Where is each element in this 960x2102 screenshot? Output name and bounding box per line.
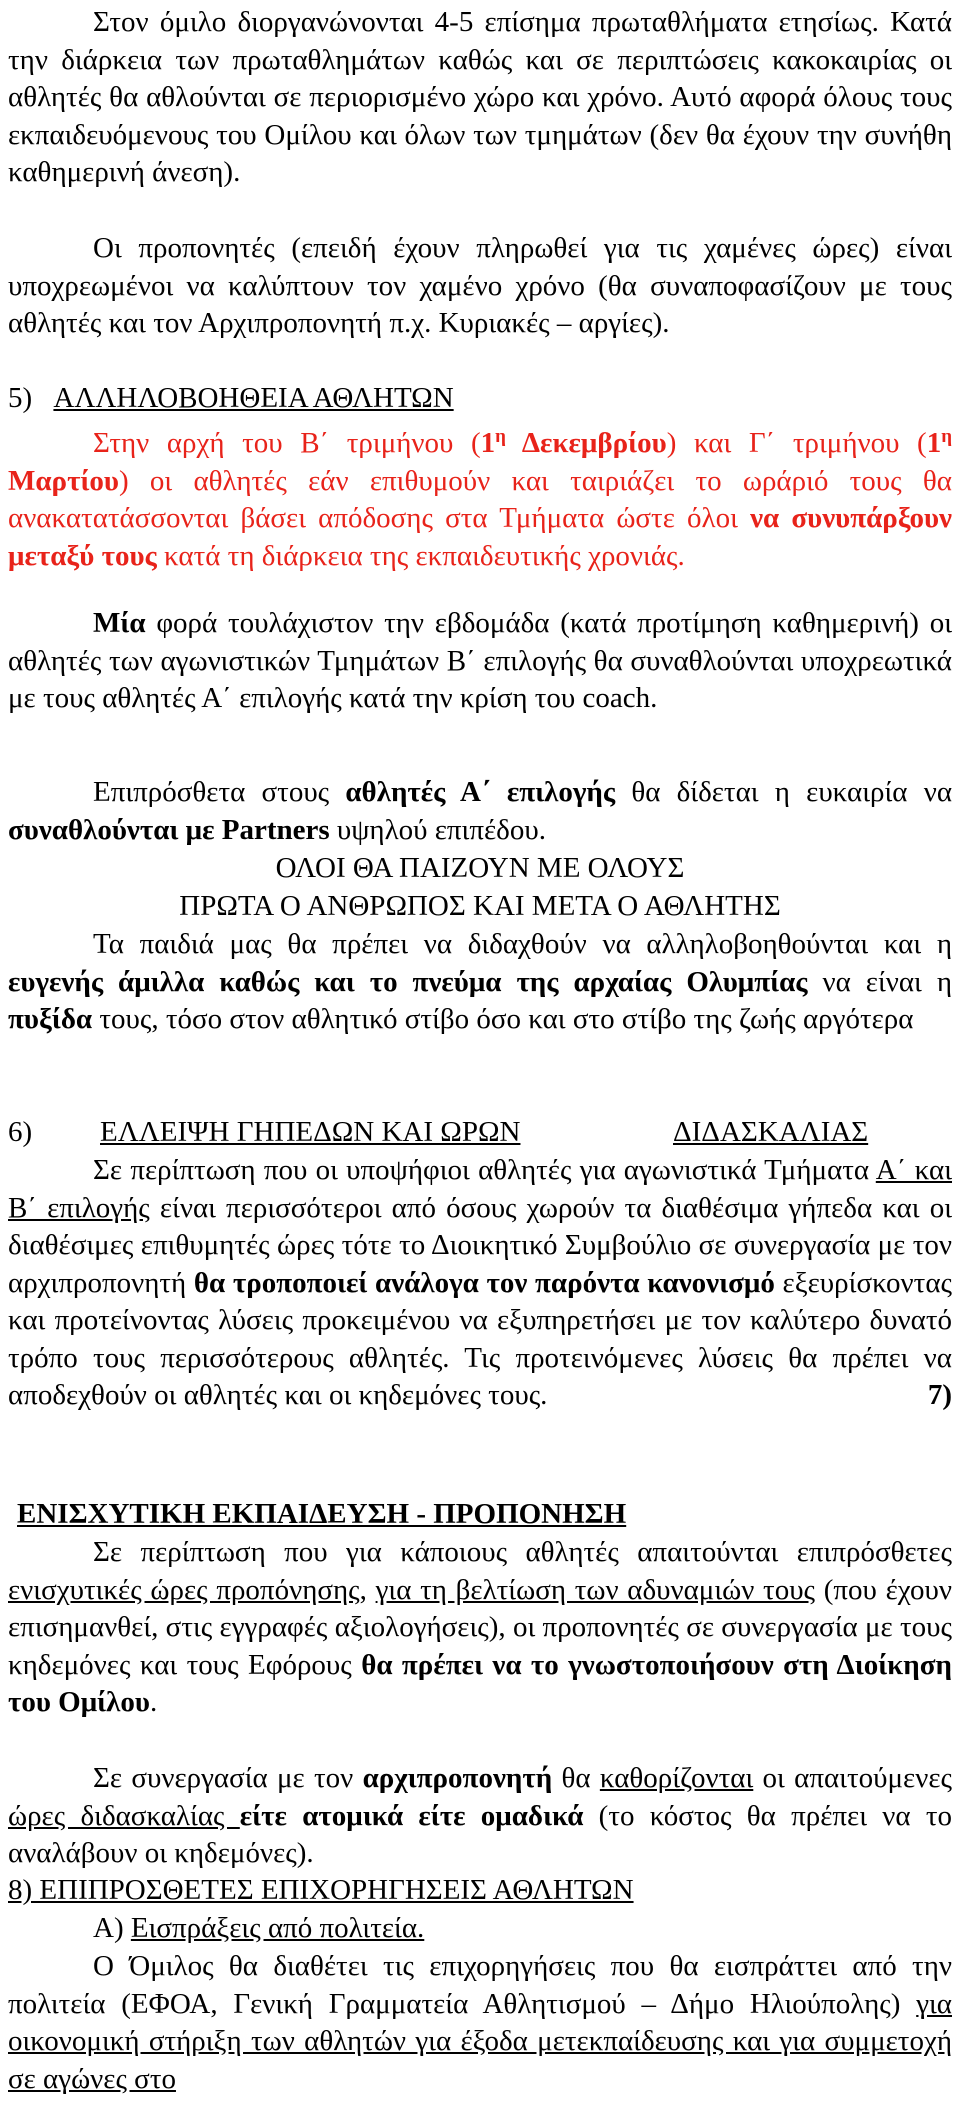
paragraph-coaches-text: Οι προπονητές (επειδή έχουν πληρωθεί για τις χαμένες ώρες) είναι υποχρεωμένοι να καλύπτουν τον χαμένο χρόνο (θα συναποφασίζουν με τους αθλητές και τον Αρχιπροπονητή π.χ. Κυριακές – αργίες). xyxy=(8,232,952,339)
section-8a-label: Α) xyxy=(93,1912,131,1944)
paragraph-teaching-hours: Σε συνεργασία με τον αρχιπροπονητή θα καθορίζονται οι απαιτούμενες ώρες διδασκαλίας είτε ατομικά είτε ομαδικά (το κόστος θα πρέπει να το αναλάβουν οι κηδεμόνες). xyxy=(8,1762,952,1869)
section-6-heading xyxy=(8,1114,952,1152)
paragraph-weekly-training: Μία φορά τουλάχιστον την εβδομάδα (κατά προτίμηση καθημερινή) οι αθλητές των αγωνιστικών Τμημάτων Β΄ επιλογής θα συναθλούνται υποχρεωτικά με τους αθλητές Α΄ επιλογής κατά την κρίση του coach. xyxy=(8,607,952,714)
paragraph-mutual-help: Τα παιδιά μας θα πρέπει να διδαχθούν να αλληλοβοηθούνται και η ευγενής άμιλλα καθώς και το πνεύμα της αρχαίας Ολυμπίας να είναι η πυξίδα τους, τόσο στον αθλητικό στίβο όσο και στο στίβο της ζωής αργότερα xyxy=(8,928,953,1035)
section-7-number: 7) xyxy=(927,1379,952,1411)
section-7-title: ΕΝΙΣΧΥΤΙΚΗ ΕΚΠΑΙΔΕΥΣΗ - ΠΡΟΠΟΝΗΣΗ xyxy=(17,1498,627,1530)
section-5-title: ΑΛΛΗΛΟΒΟΗΘΕΙΑ ΑΘΛΗΤΩΝ xyxy=(53,382,454,414)
paragraph-partners: Επιπρόσθετα στους αθλητές Α΄ επιλογής θα δίδεται η ευκαιρία να συναθλούνται με Partners υψηλού επιπέδου. xyxy=(8,776,953,846)
slogan-human-first: ΠΡΩΤΑ Ο ΑΝΘΡΩΠΟΣ ΚΑΙ ΜΕΤΑ Ο ΑΘΛΗΤΗΣ xyxy=(179,890,781,922)
section-5-number: 5) xyxy=(8,382,33,414)
paragraph-championships xyxy=(8,4,952,192)
section-5-heading xyxy=(8,380,952,418)
section-6-number: 6) xyxy=(8,1116,33,1148)
section-8a-title: Εισπράξεις από πολιτεία. xyxy=(130,1912,425,1944)
section-8-heading: 8) ΕΠΙΠΡΟΣΘΕΤΕΣ ΕΠΙΧΟΡΗΓΗΣΕΙΣ ΑΘΛΗΤΩΝ xyxy=(8,1874,634,1906)
section-8a-heading xyxy=(8,1910,952,1948)
section-6-title: ΕΛΛΕΙΨΗ ΓΗΠΕΔΩΝ ΚΑΙ ΩΡΩΝ xyxy=(100,1116,521,1148)
section-6-title-cont: ΔΙΔΑΣΚΑΛΙΑΣ xyxy=(673,1116,869,1148)
date-december: Δεκεμβρίου xyxy=(505,427,667,459)
paragraph-extra-training: Σε περίπτωση που για κάποιους αθλητές απαιτούνται επιπρόσθετες ενισχυτικές ώρες προπόνησης, για τη βελτίωση των αδυναμιών τους (που έχουν επισημανθεί, στις εγγραφές αξιολογήσεις), οι προπονητές σε συνεργασία με τους κηδεμόνες και τους Εφόρους θα πρέπει να το γνωστοποιήσουν στη Διοίκηση του Ομίλου. xyxy=(8,1536,953,1718)
coexist-phrase: να συνυπάρξουν μεταξύ τους xyxy=(8,502,953,572)
paragraph-grants: Ο Όμιλος θα διαθέτει τις επιχορηγήσεις που θα εισπράττει από την πολιτεία (ΕΦΟΑ, Γενική Γραμματεία Αθλητισμού – Δήμο Ηλιούπολης) για οικονομική στήριξη των αθλητών για έξοδα μετεκπαίδευσης και για συμμετοχή σε αγώνες στο xyxy=(8,1950,952,2095)
paragraph-court-shortage: Σε περίπτωση που οι υποψήφιοι αθλητές για αγωνιστικά Τμήματα Α΄ και Β΄ επιλογής είναι περισσότεροι από όσους χωρούν τα διαθέσιμα γήπεδα και οι διαθέσιμες επιθυμητές ώρες τότε το Διοικητικό Συμβούλιο σε συνεργασία με τον αρχιπροπονητή θα τροποποιεί ανάλογα τον παρόντα κανονισμό εξευρίσκοντας και προτείνοντας λύσεις προκειμένου να εξυπηρετήσει με τον καλύτερο δυνατό τρόπο τους περισσότερους αθλητές. Τις προτεινόμενες λύσεις θα πρέπει να αποδεχθούν οι αθλητές και οι κηδεμόνες τους. 7) xyxy=(8,1152,952,1415)
date-march: Μαρτίου xyxy=(8,464,119,497)
slogan-everyone-plays: ΟΛΟΙ ΘΑ ΠΑΙΖΟΥΝ ΜΕ ΟΛΟΥΣ xyxy=(275,852,685,884)
section-7-heading xyxy=(17,1496,960,1534)
paragraph-reallocation: Στην αρχή του Β΄ τριμήνου ($1^\eta$ Δεκεμβρίου) και Γ΄ τριμήνου ($1^\eta$ Μαρτίου) οι αθλητές εάν επιθυμούν και ταιριάζει το ωράριό τους θα ανακατατάσσονται βάσει απόδοσης στα Τμήματα ώστε όλοι να συνυπάρξουν μεταξύ τους κατά τη διάρκεια της εκπαιδευτικής χρονιάς. xyxy=(8,426,953,572)
paragraph-championships-text: Στον όμιλο διοργανώνονται 4-5 επίσημα πρωταθλήματα ετησίως. Κατά την διάρκεια των πρωταθλημάτων καθώς και σε περιπτώσεις κακοκαιρίας οι αθλητές θα αθλούνται σε περιορισμένο χώρο και χρόνο. Αυτό αφορά όλους τους εκπαιδευόμενους του Ομίλου και όλων των τμημάτων (δεν θα έχουν την συνήθη καθημερινή άνεση). xyxy=(8,6,952,188)
paragraph-coaches xyxy=(8,230,952,343)
